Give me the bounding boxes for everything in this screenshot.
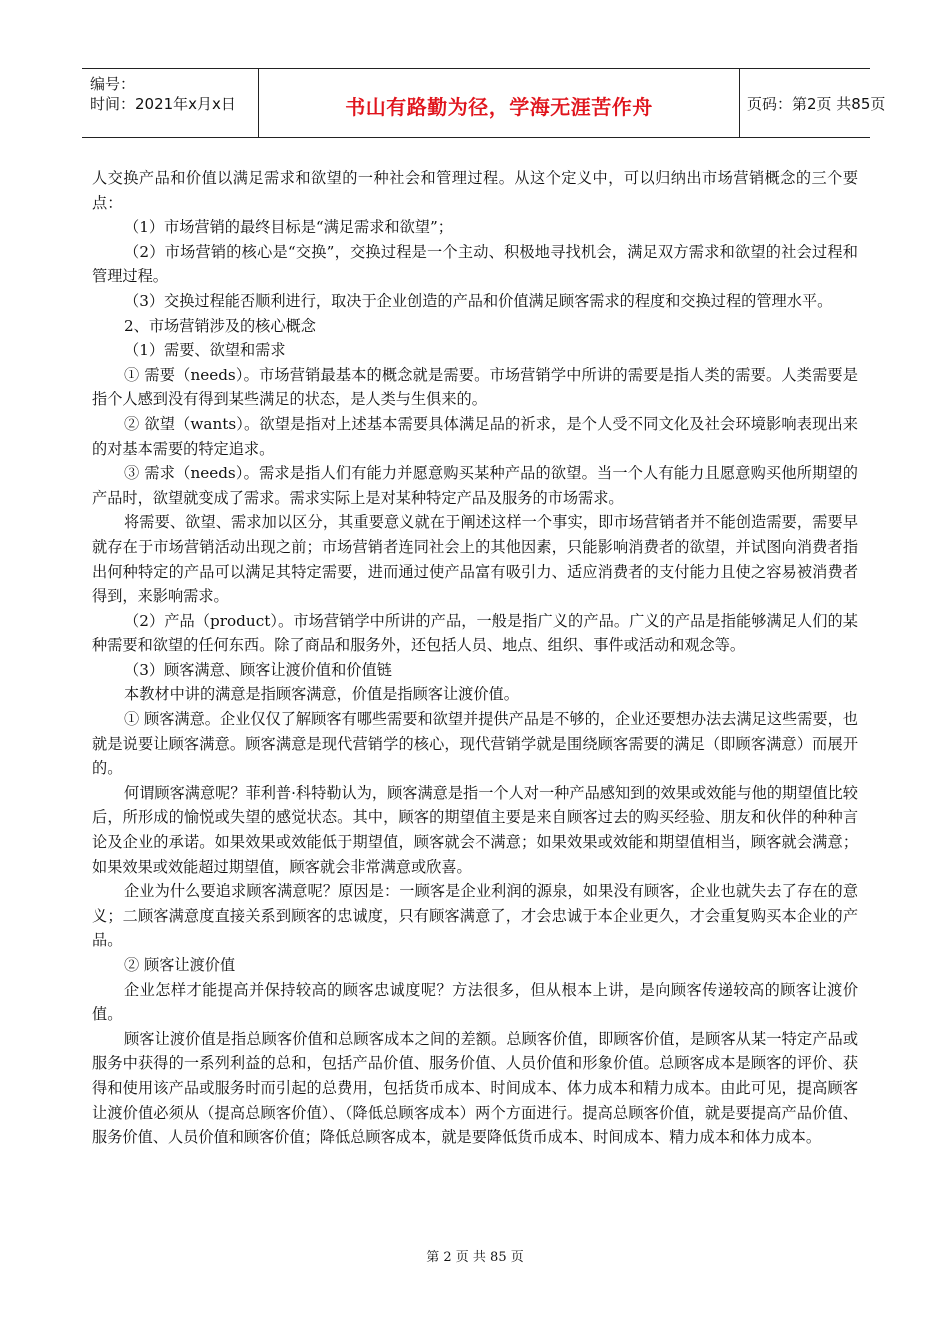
paragraph: （2）市场营销的核心是“交换”，交换过程是一个主动、积极地寻找机会，满足双方需求和欲望的社会过程和管理过程。 (92, 242, 858, 286)
document-number-label: 编号： (90, 75, 136, 93)
paragraph: （3）顾客满意、顾客让渡价值和价值链 (124, 660, 392, 679)
paragraph: 何谓顾客满意呢？菲利普·科特勒认为，顾客满意是指一个人对一种产品感知到的效果或效能与他的期望值比较后，所形成的愉悦或失望的感觉状态。其中，顾客的期望值主要是来自顾客过去的购买经验、朋友和伙伴的种种言论及企业的承诺。如果效果或效能低于期望值，顾客就会不满意；如果效果或效能和期望值相当，顾客就会满意；如果效果或效能超过期望值，顾客就会非常满意或欣喜。 (92, 783, 858, 876)
paragraph: 企业为什么要追求顾客满意呢？原因是：一顾客是企业利润的源泉，如果没有顾客，企业也就失去了存在的意义；二顾客满意度直接关系到顾客的忠诚度，只有顾客满意了，才会忠诚于本企业更久，才会重复购买本企业的产品。 (92, 882, 858, 950)
page-footer: 第 2 页 共 85 页 (426, 1250, 524, 1265)
paragraph: ② 顾客让渡价值 (124, 956, 236, 974)
motto-text: 书山有路勤为径，学海无涯苦作舟 (345, 95, 653, 119)
document-date: 时间：2021年x月x日 (90, 95, 236, 113)
paragraph: 2、市场营销涉及的核心概念 (124, 316, 316, 335)
page-code: 页码：第2页 共85页 (747, 95, 886, 113)
header-motto-cell (258, 69, 740, 137)
paragraph: 将需要、欲望、需求加以区分，其重要意义就在于阐述这样一个事实，即市场营销者并不能创造需要，需要早就存在于市场营销活动出现之前；市场营销者连同社会上的其他因素，只能影响消费者的欲望，并试图向消费者指出何种特定的产品可以满足其特定需要，进而通过使产品富有吸引力、适应消费者的支付能力且使之容易被消费者得到，来影响需求。 (92, 513, 858, 606)
paragraph: （3）交换过程能否顺利进行，取决于企业创造的产品和价值满足顾客需求的程度和交换过程的管理水平。 (124, 291, 833, 310)
header-left-cell (82, 69, 258, 137)
paragraph: 企业怎样才能提高并保持较高的顾客忠诚度呢？方法很多，但从根本上讲，是向顾客传递较高的顾客让渡价值。 (92, 980, 858, 1024)
paragraph: ③ 需求（needs）。需求是指人们有能力并愿意购买某种产品的欲望。当一个人有能力且愿意购买他所期望的产品时，欲望就变成了需求。需求实际上是对某种特定产品及服务的市场需求。 (92, 464, 858, 507)
paragraph: ① 顾客满意。企业仅仅了解顾客有哪些需要和欲望并提供产品是不够的，企业还要想办法去满足这些需要，也就是说要让顾客满意。顾客满意是现代营销学的核心，现代营销学就是围绕顾客需要的满足（即顾客满意）而展开的。 (92, 710, 858, 778)
paragraph: ① 需要（needs）。市场营销最基本的概念就是需要。市场营销学中所讲的需要是指人类的需要。人类需要是指个人感到没有得到某些满足的状态，是人类与生俱来的。 (92, 365, 858, 409)
paragraph: ② 欲望（wants）。欲望是指对上述基本需要具体满足品的祈求，是个人受不同文化及社会环境影响表现出来的对基本需要的特定追求。 (92, 414, 858, 458)
header-page-cell (739, 69, 886, 137)
paragraph: （2）产品（product）。市场营销学中所讲的产品，一般是指广义的产品。广义的产品是指能够满足人们的某种需要和欲望的任何东西。除了商品和服务外，还包括人员、地点、组织、事件或活动和观念等。 (92, 611, 858, 655)
paragraph: （1）需要、欲望和需求 (124, 341, 286, 360)
paragraph: 人交换产品和价值以满足需求和欲望的一种社会和管理过程。从这个定义中，可以归纳出市场营销概念的三个要点： (92, 169, 858, 212)
header-table (82, 68, 886, 138)
paragraph: 本教材中讲的满意是指顾客满意，价值是指顾客让渡价值。 (124, 685, 519, 704)
paragraph: 顾客让渡价值是指总顾客价值和总顾客成本之间的差额。总顾客价值，即顾客价值，是顾客从某一特定产品或服务中获得的一系列利益的总和，包括产品价值、服务价值、人员价值和形象价值。总顾客成本是顾客的评价、获得和使用该产品或服务时而引起的总费用，包括货币成本、时间成本、体力成本和精力成本。由此可见，提高顾客让渡价值必须从（提高总顾客价值）、（降低总顾客成本）两个方面进行。提高总顾客价值，就是要提高产品价值、服务价值、人员价值和顾客价值；降低总顾客成本，就是要降低货币成本、时间成本、精力成本和体力成本。 (92, 1029, 858, 1147)
paragraph: （1）市场营销的最终目标是“满足需求和欲望”； (124, 218, 453, 237)
document-body (92, 166, 858, 1150)
